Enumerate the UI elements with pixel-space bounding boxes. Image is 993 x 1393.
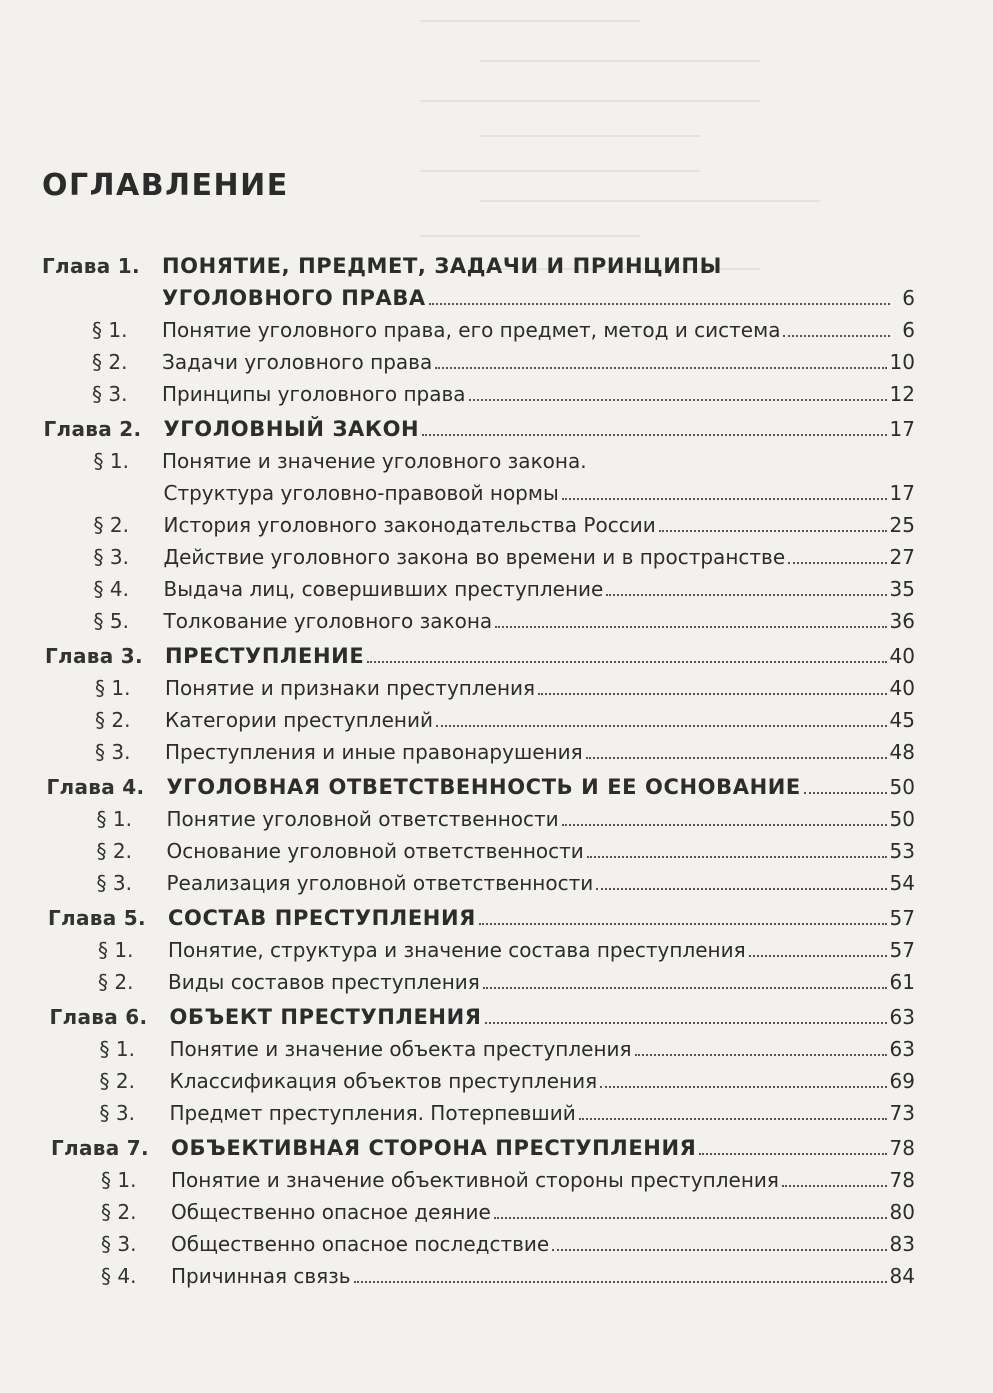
section-title-text: Понятие, структура и значение состава преступления [168,938,746,962]
dot-leader [485,1022,887,1024]
section-label: § 1. [93,449,129,473]
page-number: 78 [889,1168,915,1192]
section-label: § 1. [96,807,132,831]
chapter-label: Глава 4. [46,775,145,799]
section-title-text: История уголовного законодательства России [163,513,656,537]
page-number: 84 [889,1264,915,1288]
section-label: § 2. [92,350,128,374]
chapter-title [162,286,915,310]
dot-leader [354,1281,887,1283]
section-title-text: Преступления и иные правонарушения [165,740,583,764]
chapter-label: Глава 5. [48,906,146,930]
section-label: § 1. [98,938,134,962]
chapter-title-text: ПРЕСТУПЛЕНИЕ [165,644,365,668]
page-number: 73 [889,1101,915,1125]
dot-leader [494,1217,887,1219]
page-number: 17 [889,481,915,505]
page-number: 54 [889,871,915,895]
chapter-title [168,906,915,930]
dot-leader [429,303,890,305]
dot-leader [596,888,886,890]
chapter-label: Глава 2. [43,417,142,441]
page-number: 57 [889,938,915,962]
section-title-text: Структура уголовно-правовой нормы [163,481,559,505]
section-label: § 3. [93,545,129,569]
section-label: § 4. [93,577,129,601]
dot-leader [562,498,887,500]
page-number: 50 [889,807,915,831]
chapter-title-text: СОСТАВ ПРЕСТУПЛЕНИЯ [168,906,476,930]
chapter-label: Глава 7. [51,1136,149,1160]
section-label: § 1. [92,318,128,342]
section-title-text: Понятие уголовного права, его предмет, метод и система [162,318,781,342]
page-number: 12 [889,382,915,406]
page-number: 63 [889,1037,915,1061]
page-number: 80 [889,1200,915,1224]
dot-leader [699,1153,886,1155]
dot-leader [782,1185,887,1187]
section-title [162,382,915,406]
dot-leader [783,335,890,337]
page-number: 40 [889,676,915,700]
page-title: ОГЛАВЛЕНИЕ [42,168,289,203]
section-title-text: Толкование уголовного закона [163,609,493,633]
chapter-title-text: ОБЪЕКТ ПРЕСТУПЛЕНИЯ [169,1005,482,1029]
section-title [164,545,916,569]
chapter-title-text: УГОЛОВНОГО ПРАВА [162,286,426,310]
dot-leader [422,434,886,436]
page-number: 48 [889,740,915,764]
section-title [168,970,915,994]
section-label: § 1. [95,676,131,700]
section-label: § 3. [99,1101,135,1125]
bleed-through-line [480,135,700,137]
bleed-through-line [420,170,700,172]
section-title [162,350,915,374]
page-number: 10 [889,350,915,374]
section-label: § 1. [101,1168,137,1192]
dot-leader [587,856,887,858]
page-number: 57 [889,906,915,930]
dot-leader [469,399,887,401]
section-title-text: Общественно опасное последствие [171,1232,550,1256]
section-label: § 2. [99,1069,135,1093]
chapter-title-text: УГОЛОВНАЯ ОТВЕТСТВЕННОСТЬ И ЕЕ ОСНОВАНИЕ [166,775,801,799]
section-title [171,1232,915,1256]
section-title [171,1200,915,1224]
page-number: 36 [889,609,915,633]
section-label: § 2. [93,513,129,537]
page-number: 17 [889,417,915,441]
dot-leader [538,693,886,695]
chapter-title-text: УГОЛОВНЫЙ ЗАКОН [163,417,420,441]
section-title-text: Виды составов преступления [168,970,480,994]
page-number: 61 [889,970,915,994]
section-title [171,1264,915,1288]
dot-leader [635,1054,887,1056]
section-title-text: Предмет преступления. Потерпевший [169,1101,576,1125]
dot-leader [659,530,887,532]
page-number: 27 [889,545,915,569]
page-number: 6 [902,286,915,310]
section-label: § 2. [95,708,131,732]
section-title [164,577,916,601]
chapter-label: Глава 6. [49,1005,148,1029]
section-label: § 3. [101,1232,137,1256]
chapter-title [171,1136,915,1160]
page-number: 35 [889,577,915,601]
section-title [170,1069,916,1093]
chapter-title [164,417,916,441]
dot-leader [606,594,886,596]
section-title-text: Понятие уголовной ответственности [166,807,559,831]
dot-leader [804,792,887,794]
bleed-through-line [420,100,760,102]
page-number: 45 [889,708,915,732]
section-title-text: Общественно опасное деяние [171,1200,491,1224]
section-title-text: Основание уголовной ответственности [166,839,584,863]
page-number: 53 [889,839,915,863]
page-number: 50 [889,775,915,799]
section-title [167,807,916,831]
section-title-text: Понятие и значение объекта преступления [169,1037,632,1061]
page-number: 78 [889,1136,915,1160]
chapter-title [165,644,915,668]
dot-leader [579,1118,887,1120]
section-title-text: Причинная связь [171,1264,351,1288]
dot-leader [435,367,886,369]
page-number: 6 [902,318,915,342]
section-title [165,740,915,764]
section-title-text: Понятие и значение объективной стороны преступления [171,1168,779,1192]
section-title [168,938,915,962]
chapter-title [167,775,916,799]
section-title [165,708,915,732]
section-label: § 2. [96,839,132,863]
section-title [167,871,916,895]
section-title-text: Категории преступлений [165,708,433,732]
dot-leader [600,1086,886,1088]
section-label: § 5. [93,609,129,633]
section-label: § 2. [101,1200,137,1224]
dot-leader [586,757,887,759]
section-title [167,839,916,863]
chapter-label: Глава 3. [45,644,143,668]
chapter-label: Глава 1. [42,254,140,278]
section-title-text: Действие уголовного закона во времени и в пространстве [163,545,786,569]
section-label: § 2. [98,970,134,994]
dot-leader [749,955,887,957]
section-title: Понятие и значение уголовного закона. [162,449,587,473]
section-title-text: Выдача лиц, совершивших преступление [163,577,604,601]
section-title [170,1101,916,1125]
chapter-title-text: ОБЪЕКТИВНАЯ СТОРОНА ПРЕСТУПЛЕНИЯ [171,1136,697,1160]
page-number: 40 [889,644,915,668]
section-label: § 1. [99,1037,135,1061]
dot-leader [367,661,886,663]
section-title-text: Классификация объектов преступления [169,1069,598,1093]
page-number: 25 [889,513,915,537]
page-number: 83 [889,1232,915,1256]
dot-leader [495,626,886,628]
dot-leader [479,923,887,925]
bleed-through-line [420,20,640,22]
bleed-through-line [480,200,820,202]
section-label: § 3. [92,382,128,406]
section-title [164,513,916,537]
page-number: 63 [889,1005,915,1029]
dot-leader [788,562,886,564]
dot-leader [483,987,887,989]
section-title-text: Принципы уголовного права [162,382,466,406]
dot-leader [562,824,887,826]
page-number: 69 [889,1069,915,1093]
bleed-through-line [420,235,640,237]
section-title [164,481,916,505]
section-title [170,1037,916,1061]
chapter-title [170,1005,916,1029]
section-title [165,676,915,700]
section-label: § 3. [96,871,132,895]
section-title [164,609,916,633]
section-title [171,1168,915,1192]
section-label: § 3. [95,740,131,764]
chapter-title: ПОНЯТИЕ, ПРЕДМЕТ, ЗАДАЧИ И ПРИНЦИПЫ [162,254,722,278]
dot-leader [552,1249,886,1251]
bleed-through-line [480,60,760,62]
section-title-text: Задачи уголовного права [162,350,433,374]
section-title-text: Понятие и признаки преступления [165,676,536,700]
section-title [162,318,915,342]
section-label: § 4. [101,1264,137,1288]
dot-leader [436,725,887,727]
section-title-text: Реализация уголовной ответственности [166,871,594,895]
